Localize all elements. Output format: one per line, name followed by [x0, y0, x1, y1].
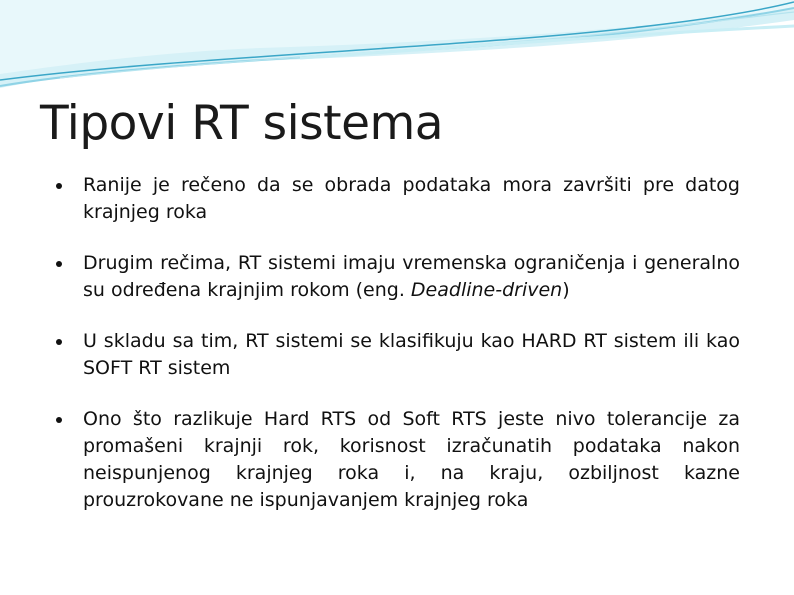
- bullet-suffix: ): [562, 279, 570, 301]
- bullet-list: [56, 172, 740, 538]
- bullet-text: U skladu sa tim, RT sistemi se klasifikuju kao HARD RT sistem ili kao SOFT RT sistem: [83, 330, 740, 379]
- bullet-text: Drugim rečima, RT sistemi imaju vremenska ograničenja i generalno su određena krajnjim rokom (eng.: [83, 252, 740, 301]
- bullet-emphasis: Deadline-driven: [410, 279, 563, 301]
- bullet-item: [56, 250, 740, 304]
- bullet-item: [56, 172, 740, 226]
- bullet-item: [56, 328, 740, 382]
- slide-title: Tipovi RT sistema: [40, 96, 444, 151]
- bullet-item: [56, 406, 740, 514]
- bullet-text: Ranije je rečeno da se obrada podataka mora završiti pre datog krajnjeg roka: [83, 174, 740, 223]
- bullet-dot-icon: [56, 261, 62, 267]
- bullet-dot-icon: [56, 417, 62, 423]
- bullet-text: Ono što razlikuje Hard RTS od Soft RTS jeste nivo tolerancije za promašeni krajnji rok, korisnost izračunatih podataka nakon neispunjenog krajnjeg roka i, na kraju, ozbiljnost kazne prouzrokovane ne ispunjavanjem krajnjeg roka: [83, 408, 740, 511]
- bullet-dot-icon: [56, 183, 62, 189]
- header-wave-decoration: [0, 0, 794, 100]
- bullet-dot-icon: [56, 339, 62, 345]
